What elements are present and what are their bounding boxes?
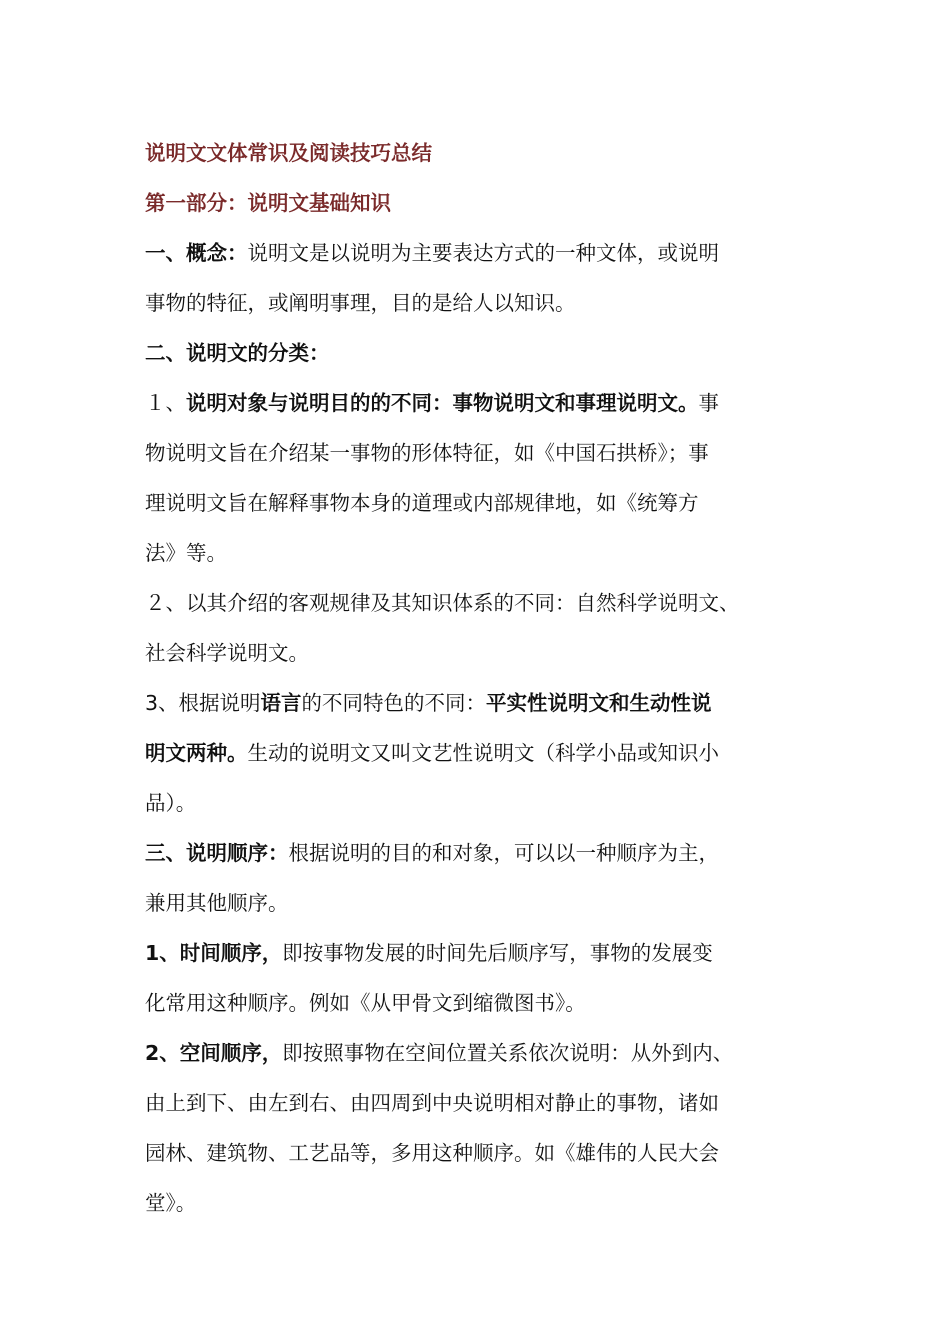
order-item-1-line-2: 化常用这种顺序。例如《从甲骨文到缩微图书》。 <box>145 991 586 1015</box>
classification-item-3-rest: 生动的说明文又叫文艺性说明文（科学小品或知识小 <box>247 741 719 765</box>
classification-item-1-line-2: 物说明文旨在介绍某一事物的形体特征，如《中国石拱桥》；事 <box>145 441 709 465</box>
order-item-2-line-2: 由上到下、由左到右、由四周到中央说明相对静止的事物，诸如 <box>145 1091 719 1115</box>
classification-item-3-mid: 的不同特色的不同： <box>301 691 487 715</box>
order-paragraph-line-1 <box>145 828 825 878</box>
classification-item-3-prefix: 3、根据说明 <box>145 691 261 715</box>
classification-item-1-number: １、 <box>145 391 186 415</box>
classification-item-3-bold-two-kinds: 明文两种。 <box>145 741 248 765</box>
order-item-2-bold: 2、空间顺序， <box>145 1041 283 1065</box>
concept-paragraph-line-2: 事物的特征，或阐明事理，目的是给人以知识。 <box>145 291 576 315</box>
order-item-1-line-1 <box>145 928 825 978</box>
classification-item-3-bold-types: 平实性说明文和生动性说 <box>486 691 712 715</box>
classification-item-2-line-2: 社会科学说明文。 <box>145 641 309 665</box>
classification-heading: 二、说明文的分类： <box>145 341 330 365</box>
order-label: 三、说明顺序： <box>145 841 289 865</box>
order-item-2-rest: 即按照事物在空间位置关系依次说明：从外到内、 <box>282 1041 734 1065</box>
order-text: 根据说明的目的和对象，可以以一种顺序为主， <box>288 841 719 865</box>
classification-item-1-line-1 <box>145 378 825 428</box>
order-item-2-line-3: 园林、建筑物、工艺品等，多用这种顺序。如《雄伟的人民大会 <box>145 1141 719 1165</box>
document-body <box>145 128 825 1228</box>
concept-label: 一、概念： <box>145 241 248 265</box>
classification-item-1-line-4: 法》等。 <box>145 541 227 565</box>
document-title: 说明文文体常识及阅读技巧总结 <box>145 141 432 165</box>
order-item-1-rest: 即按事物发展的时间先后顺序写，事物的发展变 <box>282 941 713 965</box>
classification-item-3-line-2 <box>145 728 825 778</box>
order-paragraph-line-2: 兼用其他顺序。 <box>145 891 289 915</box>
classification-item-1-line-3: 理说明文旨在解释事物本身的道理或内部规律地，如《统筹方 <box>145 491 699 515</box>
order-item-2-line-4: 堂》。 <box>145 1191 197 1215</box>
concept-paragraph-line-1 <box>145 228 825 278</box>
order-item-2-line-1 <box>145 1028 825 1078</box>
classification-item-3-bold-language: 语言 <box>260 691 302 715</box>
classification-item-3-line-1 <box>145 678 825 728</box>
classification-item-1-rest: 事 <box>698 391 719 415</box>
part-heading: 第一部分：说明文基础知识 <box>145 191 391 215</box>
classification-item-1-bold: 说明对象与说明目的的不同：事物说明文和事理说明文。 <box>186 391 699 415</box>
classification-item-3-line-3: 品）。 <box>145 791 197 815</box>
concept-text: 说明文是以说明为主要表达方式的一种文体，或说明 <box>247 241 719 265</box>
order-item-1-bold: 1、时间顺序， <box>145 941 283 965</box>
classification-item-2-line-1: ２、以其介绍的客观规律及其知识体系的不同：自然科学说明文、 <box>145 591 740 615</box>
